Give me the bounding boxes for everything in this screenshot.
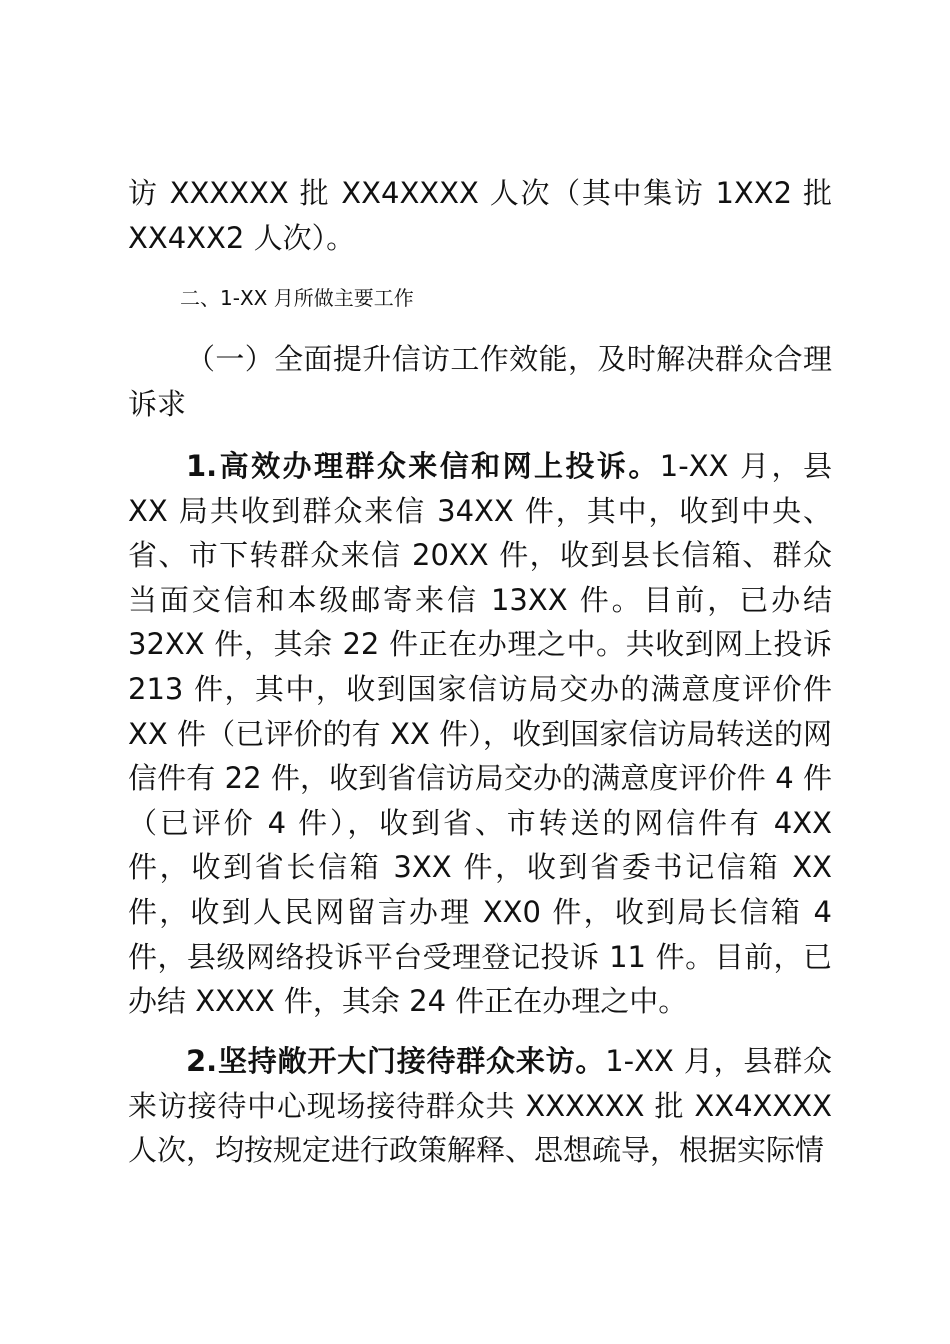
item-2-body: 1-XX 月，县群众来访接待中心现场接待群众共 XXXXXX 批 XX4XXXX 人次，均按规定进行政策解释、思想疏导，根据实际情 <box>128 1044 832 1168</box>
paragraph-intro-continued: 访 XXXXXX 批 XX4XXXX 人次（其中集访 1XX2 批 XX4XX2 人次）。 <box>128 176 832 255</box>
section-heading: 二、1-XX 月所做主要工作 <box>180 286 414 310</box>
item-1-body: 1-XX 月，县 XX 局共收到群众来信 34XX 件，其中，收到中央、省、市下转群众来信 20XX 件，收到县长信箱、群众当面交信和本级邮寄来信 13XX 件。目前，已办结 32XX 件，其余 22 件正在办理之中。共收到网上投诉 213 件，其中，收到国家信访局交办的满意度评价件 XX 件（已评价的有 XX 件），收到国家信访局转送的网信件有 22 件，收到省信访局交办的满意度评价件 4 件（已评价 4 件），收到省、市转送的网信件有 4XX 件，收到省长信箱 3XX 件，收到省委书记信箱 XX 件，收到人民网留言办理 XX0 件，收到局长信箱 4 件，县级网络投诉平台受理登记投诉 11 件。目前，已办结 XXXX 件，其余 24 件正在办理之中。 <box>128 449 832 1019</box>
paragraph-item-1 <box>128 444 832 1024</box>
paragraph-item-2 <box>128 1039 832 1173</box>
item-1-lead: 1.高效办理群众来信和网上投诉。 <box>186 449 660 483</box>
item-2-lead: 2.坚持敞开大门接待群众来访。 <box>186 1044 606 1078</box>
subsection-heading: （一）全面提升信访工作效能，及时解决群众合理诉求 <box>128 342 832 421</box>
